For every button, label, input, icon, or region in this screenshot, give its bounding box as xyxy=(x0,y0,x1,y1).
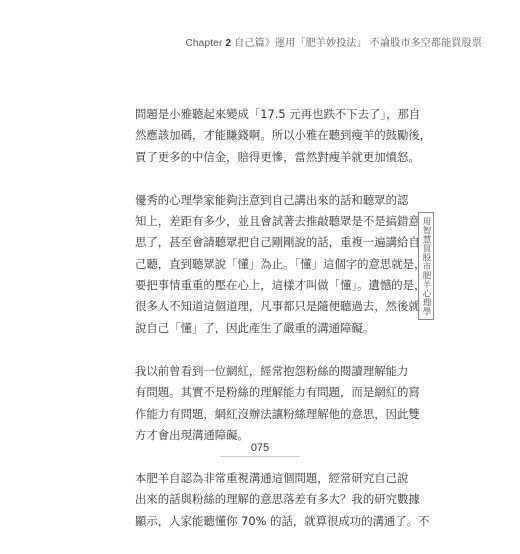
side-tab-label: 肥羊心理學 xyxy=(421,270,431,316)
text-line: 我以前曾看到一位網紅，經常抱怨粉絲的閱讀理解能力 xyxy=(135,363,409,378)
running-head-title: 自己篇》運用「肥羊妙投法」 不論股市多空都能買股票 xyxy=(231,38,482,49)
text-line: 出來的話與粉絲的理解的意思落差有多大？我的研究數據 xyxy=(135,492,420,507)
text-line: 作能力有問題，網紅沒辦法讓粉絲理解他的意思，因此雙 xyxy=(135,406,420,421)
page-number: 075 xyxy=(250,442,270,454)
text-line: 方才會出現溝通障礙。 xyxy=(135,427,249,442)
text-line: 要把事情重重的壓在心上，這樣才叫做「懂」。遺憾的是， xyxy=(135,278,426,293)
side-tab-prefix: 用智慧買股市 xyxy=(421,216,431,271)
text-line: 本肥羊自認為非常重視溝通這個問題，經常研究自己說 xyxy=(135,471,409,486)
folio-rule xyxy=(220,456,300,457)
text-line: 顯示，人家能聽懂你 70% 的話，就算很成功的溝通了。不 xyxy=(135,513,430,528)
text-line: 知上，差距有多少，並且會試著去推敲聽眾是不是搞錯意 xyxy=(135,214,420,229)
text-line: 說自己「懂」了，因此產生了嚴重的溝通障礙。 xyxy=(135,320,375,335)
chapter-prefix: Chapter xyxy=(185,38,226,49)
text-line: 有問題。其實不是粉絲的理解能力有問題，而是網紅的寫 xyxy=(135,385,420,400)
chapter-number: 2 xyxy=(225,38,232,49)
text-line: 優秀的心理學家能夠注意到自己講出來的話和聽眾的認 xyxy=(135,192,409,207)
paragraph-1 xyxy=(135,104,432,168)
running-head xyxy=(186,34,483,49)
text-line: 己聽，直到聽眾說「懂」為止。「懂」這個字的意思就是， xyxy=(135,256,426,271)
text-line: 問題是小雅聽起來變成「17.5 元再也跌不下去了」，那自 xyxy=(135,107,421,121)
text-line: 然應該加碼，才能賺錢啊。所以小雅在聽到瘦羊的鼓勵後， xyxy=(135,128,432,143)
text-line: 思了，甚至會請聽眾把自己剛剛說的話，重複一遍講給自 xyxy=(135,235,420,250)
paragraph-4 xyxy=(135,468,430,532)
text-line: 很多人不知道這個道理，凡事都只是隨便聽過去，然後就 xyxy=(135,299,420,314)
paragraph-3 xyxy=(135,361,420,446)
text-line: 買了更多的中信金，賠得更慘，當然對瘦羊就更加憤怒。 xyxy=(135,149,420,164)
side-section-tab xyxy=(418,212,434,320)
